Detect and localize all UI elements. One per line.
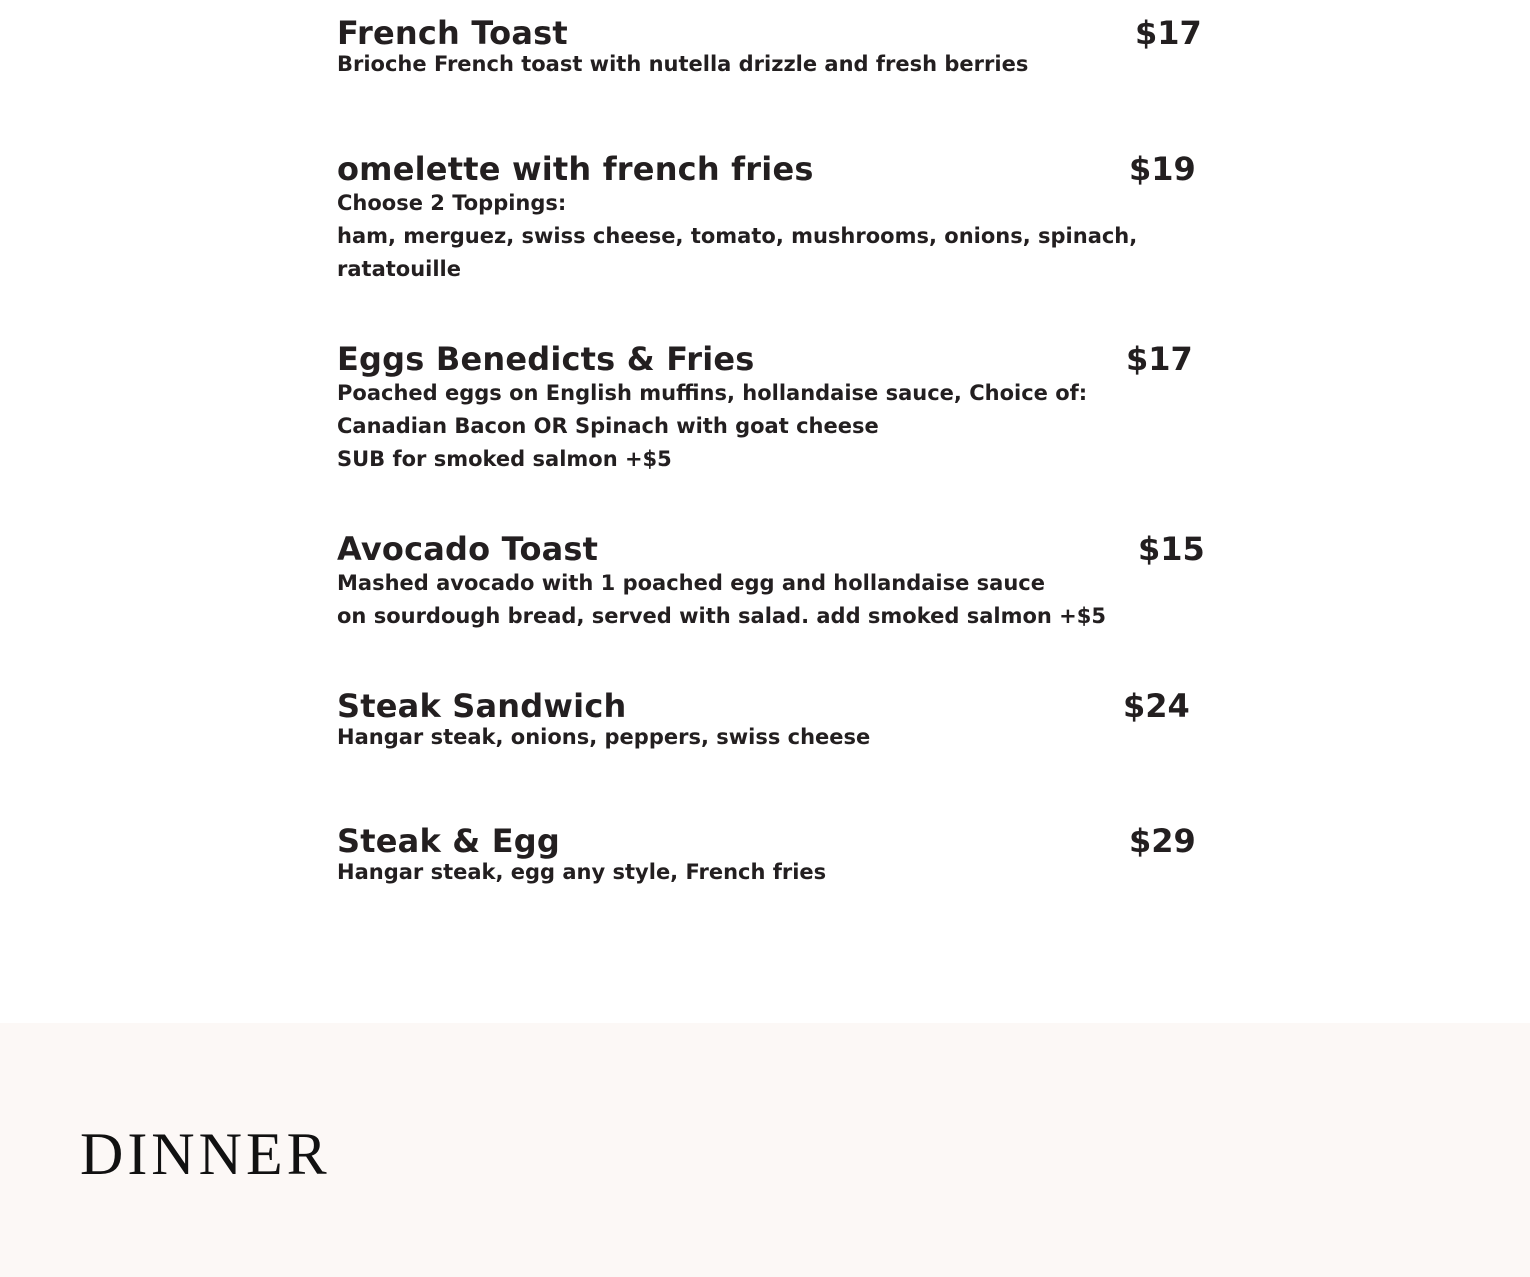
description-line: on sourdough bread, served with salad. add smoked salmon +$5 [337,604,1106,628]
item-description [337,48,1028,81]
item-description [337,377,1087,476]
item-description [337,187,1137,286]
dinner-section [0,1023,1530,1277]
dinner-heading: DINNER [80,1121,331,1187]
item-name: French Toast [337,14,568,52]
item-description [337,721,870,754]
item-description [337,856,826,889]
description-line: ham, merguez, swiss cheese, tomato, mushrooms, onions, spinach, [337,224,1138,248]
item-price: $17 [1135,14,1202,52]
description-line: Choose 2 Toppings: [337,191,567,215]
description-line: SUB for smoked salmon +$5 [337,447,672,471]
item-name: Eggs Benedicts & Fries [337,340,755,378]
description-line: Canadian Bacon OR Spinach with goat cheese [337,414,879,438]
description-line: Brioche French toast with nutella drizzle and fresh berries [337,52,1029,76]
item-price: $19 [1129,150,1196,188]
item-price: $29 [1129,822,1196,860]
description-line: Mashed avocado with 1 poached egg and hollandaise sauce [337,571,1045,595]
item-price: $17 [1126,340,1193,378]
description-line: Poached eggs on English muffins, hollandaise sauce, Choice of: [337,381,1088,405]
item-price: $24 [1123,687,1190,725]
description-line: Hangar steak, egg any style, French fries [337,860,827,884]
item-price: $15 [1138,530,1205,568]
item-description [337,567,1106,633]
item-name: Steak Sandwich [337,687,627,725]
item-name: Steak & Egg [337,822,560,860]
description-line: ratatouille [337,257,461,281]
item-name: omelette with french fries [337,150,814,188]
description-line: Hangar steak, onions, peppers, swiss cheese [337,725,871,749]
item-name: Avocado Toast [337,530,599,568]
